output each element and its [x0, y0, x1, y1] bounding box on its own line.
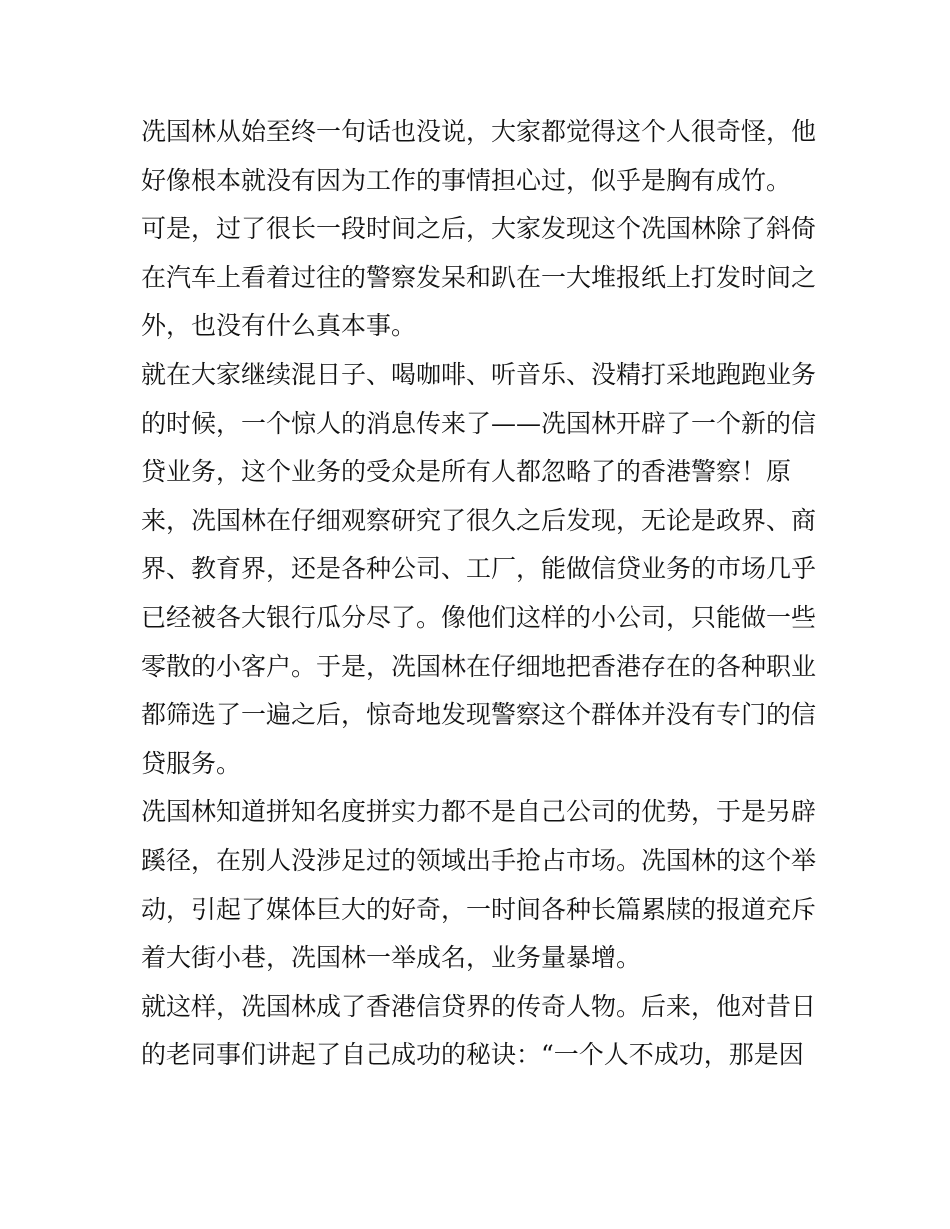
text-line: 着大街小巷，冼国林一举成名，业务量暴增。: [141, 943, 642, 973]
text-line: 冼国林知道拼知名度拼实力都不是自己公司的优势，于是另辟: [141, 797, 817, 827]
text-line: 就在大家继续混日子、喝咖啡、听音乐、没精打采地跑跑业务: [141, 359, 817, 389]
text-line: 贷服务。: [141, 748, 242, 778]
text-line: 已经被各大银行瓜分尽了。像他们这样的小公司，只能做一些: [141, 602, 817, 632]
text-line: 的老同事们讲起了自己成功的秘诀：“一个人不成功，那是因: [141, 1040, 804, 1070]
text-line: 冼国林从始至终一句话也没说，大家都觉得这个人很奇怪，他: [141, 117, 817, 146]
text-line: 就这样，冼国林成了香港信贷界的传奇人物。后来，他对昔日: [141, 991, 817, 1021]
text-line: 零散的小客户。于是，冼国林在仔细地把香港存在的各种职业: [141, 651, 817, 681]
text-line: 贷业务，这个业务的受众是所有人都忽略了的香港警察！原: [141, 457, 792, 487]
text-line: 动，引起了媒体巨大的好奇，一时间各种长篇累牍的报道充斥: [141, 894, 817, 924]
text-line: 都筛选了一遍之后，惊奇地发现警察这个群体并没有专门的信: [141, 700, 817, 730]
text-line: 外，也没有什么真本事。: [141, 311, 417, 341]
text-line: 蹊径，在别人没涉足过的领域出手抢占市场。冼国林的这个举: [141, 845, 817, 875]
body-text: [141, 108, 821, 1080]
text-line: 界、教育界，还是各种公司、工厂，能做信贷业务的市场几乎: [141, 554, 817, 584]
text-line: 来，冼国林在仔细观察研究了很久之后发现，无论是政界、商: [141, 505, 817, 535]
text-line: 的时候，一个惊人的消息传来了——冼国林开辟了一个新的信: [141, 408, 817, 438]
text-line: 好像根本就没有因为工作的事情担心过，似乎是胸有成竹。: [141, 165, 792, 195]
text-line: 在汽车上看着过往的警察发呆和趴在一大堆报纸上打发时间之: [141, 262, 817, 292]
text-line: 可是，过了很长一段时间之后，大家发现这个冼国林除了斜倚: [141, 214, 817, 244]
